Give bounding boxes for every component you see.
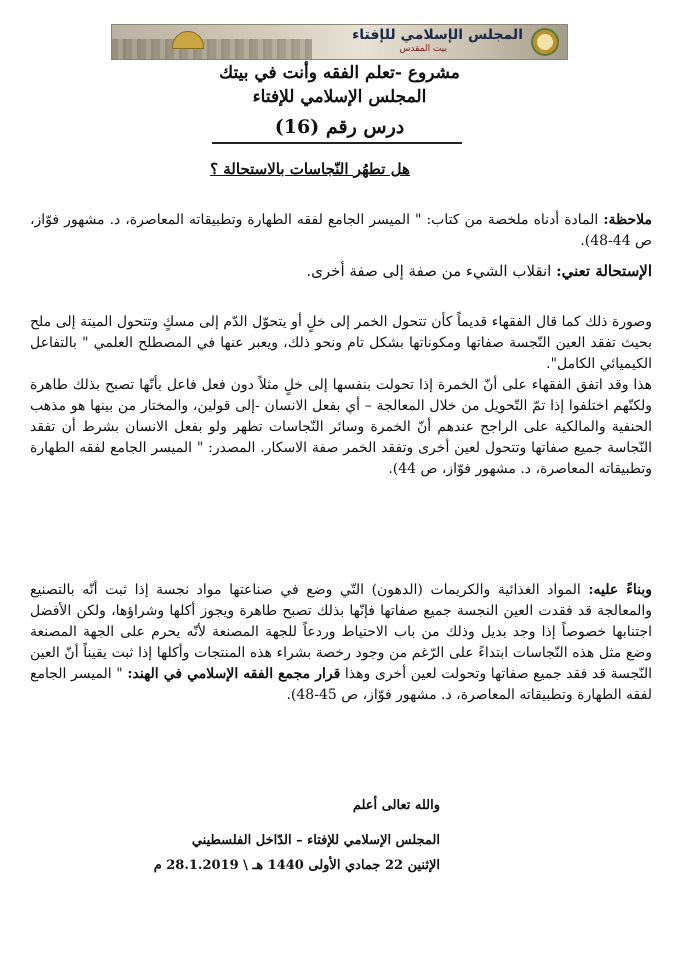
lesson-number: درس رقم (16) [274,116,405,138]
project-title: مشروع -تعلم الفقه وأنت في بيتك [219,63,460,83]
definition-line [30,262,652,280]
definition-label: الإستحالة تعني: [556,262,652,280]
signature-date: الإثنين 22 جمادي الأولى 1440 هـ \ 28.1.2019 م [153,858,440,873]
closing-phrase: والله تعالى أعلم [352,798,440,813]
signature-council: المجلس الإسلامي للإفتاء – الدّاخل الفلسطيني [191,833,440,848]
note-label: ملاحظة: [603,212,652,228]
lesson-question: هل تطهُر النّجاسات بالاستحالة ؟ [210,160,410,178]
header-banner [111,24,568,60]
council-name: المجلس الإسلامي للإفتاء [252,87,427,107]
ruling-label: وبناءً عليه: [588,582,652,598]
paragraph-examples: وصورة ذلك كما قال الفقهاء قديماً كأن تتحول الخمر إلى خلٍ أو يتحوّل الدّم إلى مسكٍ وتتحول الميتة إلى ملح بحيث تفقد العين النّجسة صفاتها ومكوناتها بشكل تام ونحو ذلك، ويعبر عنها في المصطلح العلمي " بالتفاعل الكيميائي الكامل". [30,314,652,372]
ruling-source-bold: قرار مجمع الفقه الإسلامي في الهند: [127,666,341,682]
council-logo [531,28,559,56]
city-skyline-image [112,39,312,59]
title-divider [212,142,462,144]
definition-text: انقلاب الشيء من صفة إلى صفة أخرى. [306,262,557,280]
paragraph-ruling [30,580,652,706]
paragraph-scholars: هذا وقد اتفق الفقهاء على أنّ الخمرة إذا تحولت بنفسها إلى خلٍ مثلاً دون فعل فاعل بأنّها تصبح بذلك طاهرة ولكنّهم اختلفوا إذا تمّ التّحويل من خلال المعالجة – أي بفعل الانسان -إلى قولين، والمختار من بينها هو مذهب الحنفية والمالكية على الراجح عندهم أنّ الخمرة وسائر النّجاسات تطهر ولو بفعل الانسان بشرط أن تفقد النّجاسة جميع صفاتها وتتحول لعين أخرى وتفقد الخمر صفة الاسكار. المصدر: " الميسر الجامع لفقه الطهارة وتطبيقاته المعاصرة، د. مشهور فوّاز، ص 44). [30,377,652,477]
ruling-text-b: " الميسر الجامع لفقه الطهارة وتطبيقاته المعاصرة، د. مشهور فوّاز، ص 45-48). [30,666,652,703]
banner-title: المجلس الإسلامي للإفتاء [352,27,523,43]
dome-of-rock-image [172,31,204,49]
note-paragraph [30,210,652,252]
ruling-text-a: المواد الغذائية والكريمات (الدهون) التّي وضع في صناعتها مواد نجسة إذا ثبت أنّه بالتصنيع والمعالجة قد فقدت العين النجسة جميع صفاتها فإنّها بذلك تصبح طاهرة ويجوز أكلها وشراؤها، ولكن الأفضل اجتنابها خصوصاً إذا وجد بديل وذلك من باب الاحتياط وردعاً للجهة المصنعة لأنّه يحرم على الجهة المصنعة وضع مثل هذه النّجاسات ابتداءً على الرّغم من وجود رخصة بشراء هذه المنتجات وأكلها إذا ثبت يقيناً أنّ العين النّجسة قد فقد جميع صفاتها وتحولت لعين أخرى وهذا [30,582,652,682]
banner-subtitle: بيت المقدس [399,44,447,54]
note-text: المادة أدناه ملخصة من كتاب: " الميسر الجامع لفقه الطهارة وتطبيقاته المعاصرة، د. مشهور فوّاز، ص 44-48). [30,212,652,249]
